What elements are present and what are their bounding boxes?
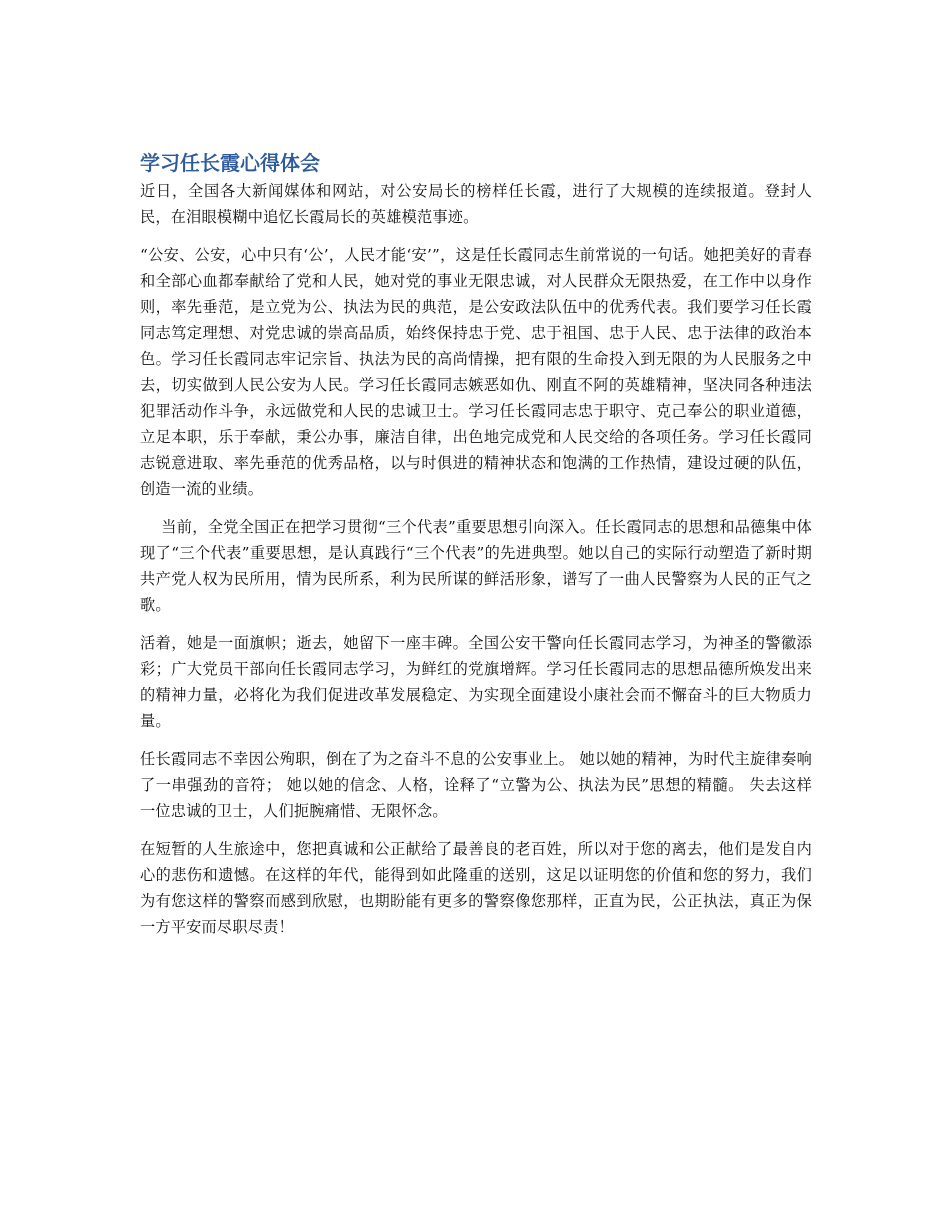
paragraph-sacrifice: 任长霞同志不幸因公殉职，倒在了为之奋斗不息的公安事业上。 她以她的精神，为时代主旋律奏响了一串强劲的音符； 她以她的信念、人格，诠释了“立警为公、执法为民”思想的精髓。 失去这样一位忠诚的卫士，人们扼腕痛惜、无限怀念。 xyxy=(140,750,812,820)
document-title: 学习任长霞心得体会 xyxy=(140,151,320,175)
paragraph-farewell: 在短暂的人生旅途中，您把真诚和公正献给了最善良的老百姓，所以对于您的离去，他们是发自内心的悲伤和遗憾。在这样的年代，能得到如此隆重的送别，这足以证明您的价值和您的努力，我们为有您这样的警察而感到欣慰，也期盼能有更多的警察像您那样，正直为民，公正执法，真正为保一方平安而尽职尽责！ xyxy=(140,840,812,936)
document-page xyxy=(140,148,812,952)
paragraph-intro: 近日，全国各大新闻媒体和网站，对公安局长的榜样任长霞，进行了大规模的连续报道。登封人民，在泪眼模糊中追忆长霞局长的英雄模范事迹。 xyxy=(140,182,812,226)
paragraph-three-represents: 当前，全党全国正在把学习贯彻“三个代表”重要思想引向深入。任长霞同志的思想和品德集中体现了“三个代表”重要思想，是认真践行“三个代表”的先进典型。她以自己的实际行动塑造了新时期共产党人权为民所用，情为民所系，利为民所谋的鲜活形象，谱写了一曲人民警察为人民的正气之歌。 xyxy=(140,518,812,614)
paragraph-quote: “公安、公安，心中只有‘公’，人民才能‘安’”，这是任长霞同志生前常说的一句话。她把美好的青春和全部心血都奉献给了党和人民，她对党的事业无限忠诚，对人民群众无限热爱，在工作中以身作则，率先垂范，是立党为公、执法为民的典范，是公安政法队伍中的优秀代表。我们要学习任长霞同志笃定理想、对党忠诚的崇高品质，始终保持忠于党、忠于祖国、忠于人民、忠于法律的政治本色。学习任长霞同志牢记宗旨、执法为民的高尚情操，把有限的生命投入到无限的为人民服务之中去，切实做到人民公安为人民。学习任长霞同志嫉恶如仇、刚直不阿的英雄精神，坚决同各种违法犯罪活动作斗争，永远做党和人民的忠诚卫士。学习任长霞同志忠于职守、克己奉公的职业道德，立足本职，乐于奉献，秉公办事，廉洁自律，出色地完成党和人民交给的各项任务。学习任长霞同志锐意进取、率先垂范的优秀品格，以与时俱进的精神状态和饱满的工作热情，建设过硬的队伍，创造一流的业绩。 xyxy=(140,246,812,498)
paragraph-banner: 活着，她是一面旗帜；逝去，她留下一座丰碑。全国公安干警向任长霞同志学习，为神圣的警徽添彩；广大党员干部向任长霞同志学习，为鲜红的党旗增辉。学习任长霞同志的思想品德所焕发出来的精神力量，必将化为我们促进改革发展稳定、为实现全面建设小康社会而不懈奋斗的巨大物质力量。 xyxy=(140,634,812,730)
